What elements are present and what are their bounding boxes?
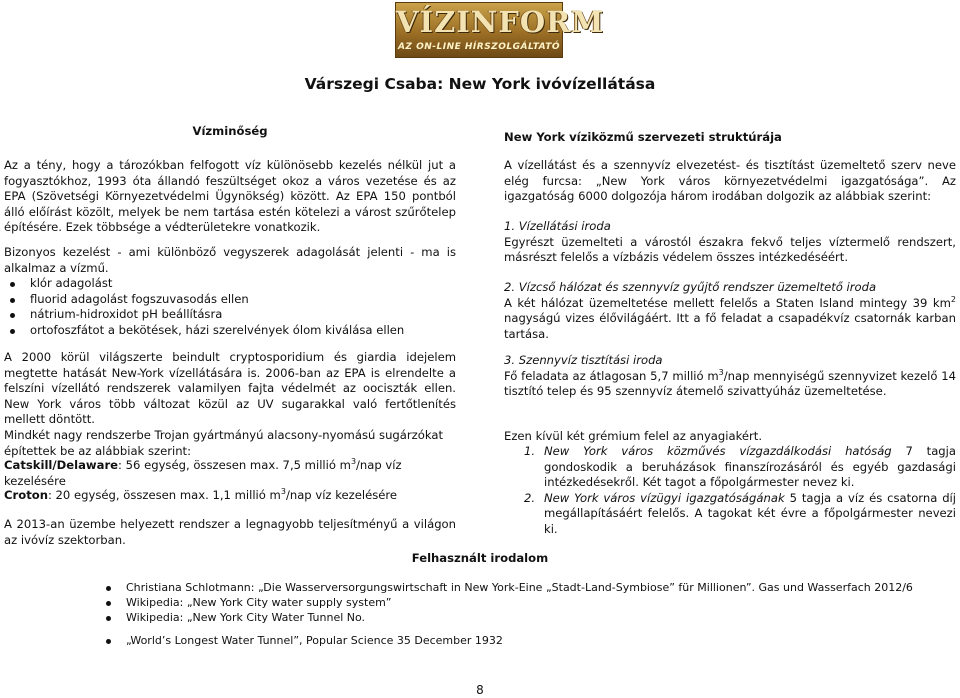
left-para-5: A 2013-an üzembe helyezett rendszer a legnagyobb teljesítményű a világon az ivóvíz szektorban. [4, 517, 456, 547]
office-3-text: Fő feladata az átlagosan 5,7 millió $m^3$/nap mennyiségű szennyvizet kezelő 14 tisztító telep és 95 szennyvíz átemelő szivattyúház üzemeltetése. [504, 367, 956, 398]
left-para-3: A 2000 körül világszerte beindult cryptosporidium és giardia idejelem megtette hatását New-York vízellátására is. 2006-ban az EPA is elrendelte a felszíni vízellátó rendszerek valamilyen fajta védelmét az oociszták ellen. New York város több változat közül az UV sugarakkal való fertőtlenítés mellett döntött. [4, 350, 456, 426]
list-item: fluorid adagolást fogszuvasodás ellen [24, 292, 456, 308]
office-1-title: 1. Vízellátási iroda [504, 219, 611, 233]
croton-line: Croton: 20 egység, összesen max. 1,1 millió $m^3$/nap víz kezelésére [4, 487, 398, 502]
office-3 [504, 353, 956, 400]
reference-item: Wikipedia: „New York City water supply system” [120, 595, 950, 610]
office-2-title: 2. Vízcső hálózat és szennyvíz gyűjtő rendszer üzemeltető iroda [504, 280, 877, 294]
boards-list [504, 444, 956, 537]
left-para-4: Mindkét nagy rendszerbe Trojan gyártmányú alacsony-nyomású sugárzókat építettek be az alábbiak szerint: [4, 428, 443, 458]
org-structure-heading: New York víziközmű szervezeti struktúrája [504, 130, 782, 144]
references-list-1 [100, 580, 950, 625]
catskill-name: Catskill/Delaware [4, 458, 119, 472]
office-1-text: Egyrészt üzemelteti a várostól északra fekvő teljes víztermelő rendszert, másrészt felelős a vízbázis védelem összes intézkedéséért. [504, 234, 956, 264]
office-2-text: A két hálózat üzemeltetése mellett felelős a Staten Island mintegy 39 $km^2$ nagyságú vizes élővilágáért. Itt a fő feladat a csapadékvíz csatornák karban tartása. [504, 294, 956, 341]
board-item: 2. New York város vízügyi igazgatóságának 5 tagja a víz és csatorna díj megállapításáért felelős. A tagokat két évre a főpolgármester nevezi ki. [524, 490, 956, 536]
water-quality-heading: Vízminőség [192, 124, 268, 138]
reference-item: Wikipedia: „New York City Water Tunnel No. [120, 610, 950, 625]
page-title: Várszegi Csaba: New York ivóvízellátása [304, 75, 656, 93]
logo-title: VÍZINFORM [396, 5, 605, 39]
left-column [4, 124, 456, 140]
right-intro: A vízellátást és a szennyvíz elvezetést- és tisztítást üzemeltető szerv neve elég furcsa: „New York város környezetvédelmi igazgatósága”. Az igazgatóság 6000 dolgozója három irodában dolgozik az alábbiak szerint: [504, 158, 956, 203]
office-1 [504, 219, 956, 266]
vizinform-logo [395, 2, 605, 58]
left-para-2: Bizonyos kezelést - ami különböző vegyszerek adagolását jelenti - ma is alkalmaz a vízmű. [4, 245, 456, 275]
catskill-line: Catskill/Delaware: 56 egység, összesen max. 7,5 millió $m^3$/nap víz kezelésére [4, 457, 402, 488]
reference-item: Christiana Schlotmann: „Die Wasserversorgungswirtschaft in New York-Eine „Stadt-Land-Symbiose” für Millionen”. Gas und Wasserfach 2012/6 [120, 580, 950, 595]
reference-item: „World’s Longest Water Tunnel”, Popular Science 35 December 1932 [120, 633, 950, 648]
references-heading: Felhasznált irodalom [411, 551, 549, 565]
boards-intro: Ezen kívül két grémium felel az anyagiakért. [504, 429, 763, 443]
list-item: klór adagolást [24, 276, 456, 292]
left-para-1: Az a tény, hogy a tározókban felfogott víz különösebb kezelés nélkül jut a fogyasztókhoz, 1993 óta állandó feszültséget okoz a város vezetése és az EPA (Szövetségi Környezetvédelmi Ügynökség) között. Az EPA 150 pontból álló előírást közölt, melyek be nem tartása estén kötelezi a várost szűrőtelep építésére. Ezek többsége a védterületekre vonatkozik. [4, 158, 456, 234]
references-list-2 [100, 633, 950, 648]
office-3-title: 3. Szennyvíz tisztítási iroda [504, 353, 663, 367]
page-number: 8 [476, 683, 484, 697]
list-item: nátrium-hidroxidot pH beállításra [24, 307, 456, 323]
logo-subtitle: AZ ON-LINE HÍRSZOLGÁLTATÓ [397, 42, 561, 52]
board-item: 1. New York város közművés vízgazdálkodási hatóság 7 tagja gondoskodik a beruházások finanszírozásáról és egyéb gazdasági intézkedésekről. Két tagot a főpolgármester nevez ki. [524, 444, 956, 489]
croton-name: Croton [4, 488, 48, 502]
office-2 [504, 280, 956, 342]
treatment-list [4, 276, 456, 338]
list-item: ortofoszfátot a bekötések, házi szerelvények ólom kiválása ellen [24, 323, 456, 339]
